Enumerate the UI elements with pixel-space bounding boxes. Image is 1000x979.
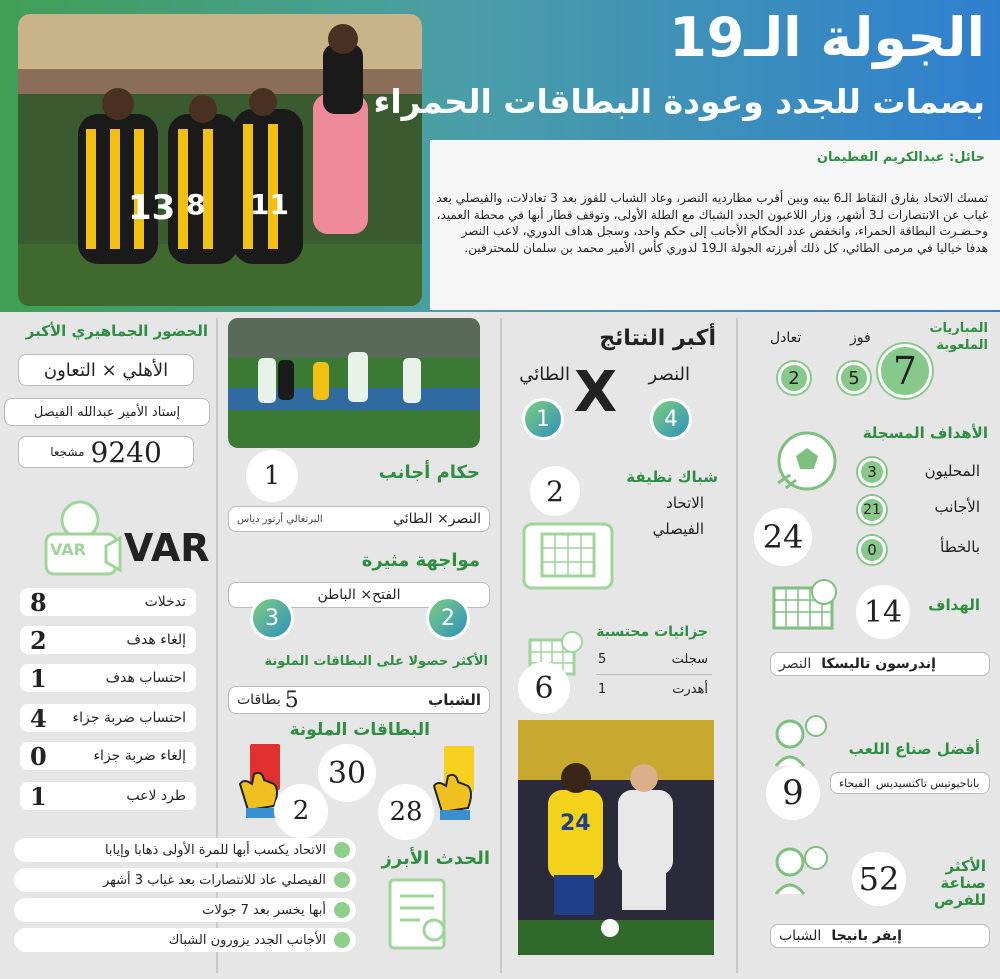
attendance-unit: مشجعا <box>50 445 85 459</box>
most-cards-title: الأكثر حصولا على البطاقات الملونة <box>264 654 488 669</box>
ref-match: النصر× الطائي <box>393 511 481 527</box>
scorer-name: إندرسون تاليسكا <box>821 656 936 672</box>
bullet-icon <box>334 872 350 888</box>
var-row <box>20 626 196 654</box>
own-goals-label: بالخطأ <box>940 538 980 556</box>
subtitle: بصمات للجدد وعودة البطاقات الحمراء <box>373 82 985 121</box>
matches-label: المباريات الملعوبة <box>929 321 988 353</box>
locals-count: 3 <box>858 458 886 486</box>
missed-count: 1 <box>598 682 607 697</box>
red-cards-count: 2 <box>274 784 328 838</box>
own-goals-count: 0 <box>858 536 886 564</box>
most-cards-unit: بطاقات <box>237 692 281 708</box>
var-label: طرد لاعب <box>126 788 186 804</box>
highlight-text: الاتحاد يكسب أبها للمرة الأولى ذهابا وإيابا <box>104 842 326 858</box>
byline: حائل: عبدالكريم الفطيمان <box>816 150 985 165</box>
player-chance-icon <box>770 840 830 896</box>
yellow-cards-count: 28 <box>378 784 434 840</box>
foreign-label: الأجانب <box>934 498 980 516</box>
var-label: إلغاء هدف <box>126 632 186 648</box>
var-badge: VAR <box>50 540 86 559</box>
goal-net-icon <box>770 578 838 632</box>
var-value: 1 <box>30 781 47 811</box>
most-cards-count: 5 <box>284 687 299 713</box>
clean-team: الاتحاد <box>666 494 704 512</box>
match-action-photo <box>518 720 714 955</box>
scorer-card <box>770 652 990 676</box>
attendance-card <box>18 436 194 468</box>
missed-label: أهدرت <box>672 682 708 697</box>
team-a: النصر <box>648 364 690 385</box>
bullet-icon <box>334 842 350 858</box>
player-header-icon <box>770 712 830 768</box>
team-b: الطائي <box>519 364 570 385</box>
exciting-score-a: 2 <box>426 596 470 640</box>
var-value: 1 <box>30 663 47 693</box>
var-row <box>20 664 196 692</box>
attendance-stadium: إستاد الأمير عبدالله الفيصل <box>4 398 210 426</box>
clean-team: الفيصلي <box>652 520 704 538</box>
scorer-club: النصر <box>779 656 812 672</box>
scored-label: سجلت <box>671 652 708 667</box>
var-row <box>20 704 196 732</box>
divider <box>736 318 738 973</box>
ref-name: البرتغالي أرتور دياس <box>237 513 323 525</box>
scored-count: 5 <box>598 652 607 667</box>
bullet-icon <box>334 932 350 948</box>
penalties-count: 6 <box>518 662 570 714</box>
certificate-icon <box>384 874 456 954</box>
chances-club: الشباب <box>779 928 822 944</box>
ball-icon <box>774 428 840 494</box>
highlight-text: أبها يخسر بعد 7 جولات <box>202 902 326 918</box>
wins-count: 5 <box>838 362 870 394</box>
shirt-number: 24 <box>560 811 591 836</box>
var-row <box>20 742 196 770</box>
chances-name: إيفر بانيجا <box>831 928 902 944</box>
score-a: 4 <box>650 398 692 440</box>
var-label: احتساب ضربة جزاء <box>72 710 186 726</box>
clean-title: شباك نظيفة <box>626 468 718 486</box>
exciting-title: مواجهة مثيرة <box>361 550 480 571</box>
exciting-score-b: 3 <box>250 596 294 640</box>
assists-club: الفيحاء <box>839 776 870 790</box>
match-photo <box>228 318 480 448</box>
chances-card <box>770 924 990 948</box>
highlight-item <box>14 868 356 892</box>
win-label: فوز <box>850 330 871 346</box>
draws-count: 2 <box>778 362 810 394</box>
round-title: الجولة الـ19 <box>669 6 985 69</box>
highlight-item <box>14 898 356 922</box>
exciting-match: الفتح× الباطن <box>228 582 490 608</box>
cards-title: البطاقات الملونة <box>289 720 430 740</box>
team-celebration-photo <box>18 14 422 306</box>
attendance-count: 9240 <box>90 435 162 469</box>
yellow-card-icon <box>428 742 488 824</box>
bullet-icon <box>334 902 350 918</box>
foreign-refs-count: 1 <box>246 450 298 502</box>
var-title: VAR <box>124 526 210 570</box>
goal-net-icon <box>520 520 616 592</box>
var-value: 0 <box>30 741 47 771</box>
var-row <box>20 782 196 810</box>
biggest-title: أكبر النتائج <box>599 326 716 351</box>
score-b: 1 <box>522 398 564 440</box>
goals-total: 24 <box>754 508 812 566</box>
attendance-title: الحضور الجماهيري الأكبر <box>25 322 208 340</box>
highlight-item <box>14 838 356 862</box>
shirt-number: 13 <box>128 188 176 228</box>
chances-title: الأكثر صناعة للفرص <box>933 857 986 909</box>
assists-title: أفضل صناع اللعب <box>848 740 980 758</box>
most-cards-team: الشباب <box>428 691 481 709</box>
assists-card <box>830 772 990 794</box>
cards-total: 30 <box>318 744 376 802</box>
foreign-count: 21 <box>858 496 886 524</box>
matches-played: 7 <box>878 344 932 398</box>
most-cards-card <box>228 686 490 714</box>
draw-label: تعادل <box>770 330 802 346</box>
chances-count: 52 <box>852 852 906 906</box>
versus-mark: X <box>574 360 618 425</box>
var-label: إلغاء ضربة جزاء <box>93 748 186 764</box>
scorer-title: الهداف <box>928 596 980 614</box>
locals-label: المحليون <box>924 462 980 480</box>
highlight-title: الحدث الأبرز <box>381 848 490 869</box>
goals-title: الأهداف المسجلة <box>862 424 988 442</box>
var-row <box>20 588 196 616</box>
scorer-goals: 14 <box>856 585 910 639</box>
var-value: 4 <box>30 703 47 733</box>
highlight-item <box>14 928 356 952</box>
penalties-title: جزائيات محتسبة <box>596 624 708 640</box>
divider <box>500 318 502 973</box>
var-value: 2 <box>30 625 47 655</box>
divider <box>596 674 712 675</box>
var-label: احتساب هدف <box>105 670 186 686</box>
var-label: تدخلات <box>144 594 186 610</box>
intro-text: تمسك الاتحاد بفارق النقاط الـ6 بينه وبين أقرب مطارديه النصر، وعاد الشباب للفوز بعد 3 تعادلات، والفيصلي بعد غياب عن الانتصارات لـ3 أشهر، وزار اللاعبون الجدد الشباك مع الطلة الأولى، وتوقف قطار أبها في محطة العميد، وحـضـرت البطاقة الحمراء، وانخفض عدد الحكام الأجانب إلى حكم واحد، وسجل هداف الدوري، لاعب النصر هدفا خياليا في مرمى الطائي، كل ذلك أفرزته الجولة الـ19 لدوري كأس الأمير محمد بن سلمان للمحترفين. <box>436 191 988 255</box>
foreign-refs-title: حكام أجانب <box>378 462 480 483</box>
attendance-match: الأهلي × التعاون <box>18 354 194 386</box>
assists-count: 9 <box>766 766 820 820</box>
shirt-number: 8 <box>186 188 206 221</box>
foreign-refs-card <box>228 506 490 532</box>
var-value: 8 <box>30 587 47 617</box>
assists-name: باناجيوتيس تاكتسيديس <box>875 776 980 790</box>
shirt-number: 11 <box>250 188 289 221</box>
highlight-text: الأجانب الجدد يزورون الشباك <box>168 932 326 948</box>
highlight-text: الفيصلي عاد للانتصارات بعد غياب 3 أشهر <box>102 872 326 888</box>
clean-count: 2 <box>530 466 580 516</box>
